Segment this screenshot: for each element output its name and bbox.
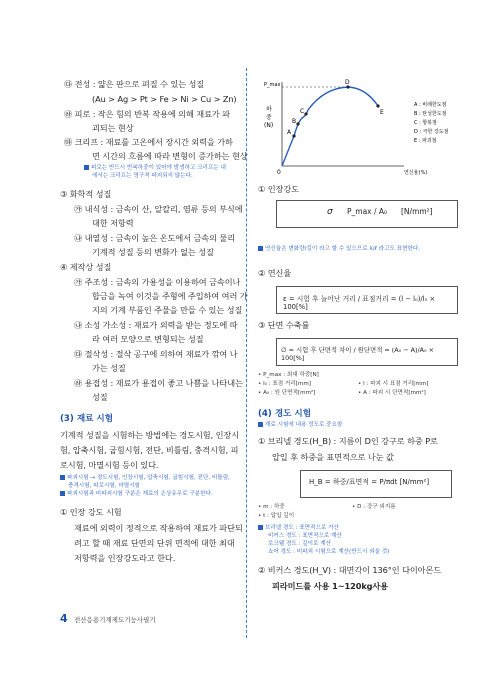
definition: • l : 파괴 시 표점 거리[mm] xyxy=(358,381,429,387)
formula-box xyxy=(300,470,452,498)
text-line: 재료에 외력이 정적으로 작용하여 재료가 파단되 xyxy=(74,523,243,533)
text-line: 려고 할 때 재료 단면의 단위 면적에 대한 최대 xyxy=(74,538,235,548)
page-number: 4 xyxy=(60,612,68,625)
legend-item: A : 비례한도점 xyxy=(414,102,447,108)
legend-item: D : 극한 강도점 xyxy=(414,129,449,135)
formula-body: H_B = 하중/표면적 = P/πdt [N/mm²] xyxy=(309,478,430,486)
text-line: 라 여러 모양으로 변형되는 성질 xyxy=(92,334,204,344)
note: 쇼어 경도 : 비파괴 시험으로 계산(반드시 외울 것) xyxy=(268,549,390,555)
definition: • A : 파괴 시 단면적[mm²] xyxy=(358,390,426,396)
note: 피로는 반드시 반복하중이 있어야 발생하고 크리프는 내 xyxy=(84,165,226,172)
note: 파괴시험 → 경도시험, 인장시험, 압축시험, 굽힘시험, 전단, 비틀림, xyxy=(60,475,230,482)
definition: • l₀ : 표점 거리[mm] xyxy=(258,381,311,387)
note: 충격시험, 피로시험, 마멸시험 xyxy=(68,483,140,489)
text-line: 험, 압축시험, 굽힘시험, 전단, 비틀림, 충격시험, 피 xyxy=(60,445,239,455)
section-heading: ① 인장 강도 시험 xyxy=(60,507,122,517)
section-heading: ③ 단면 수축률 xyxy=(258,320,310,330)
text-line: 압입 후 하중을 표면적으로 나눈 값 xyxy=(272,452,394,462)
note: 로크웰 경도 : 깊이로 계산 xyxy=(268,541,332,547)
stress-strain-diagram xyxy=(254,76,480,176)
text-line: ㉰ 절삭성 : 절삭 공구에 의하여 재료가 깎여 나 xyxy=(74,349,238,359)
text-line: ㉰ 전성 : 얇은 판으로 펴질 수 있는 성질 xyxy=(64,79,205,89)
note: 파괴시험과 비파괴시험 구분은 재료의 손상유무로 구분한다. xyxy=(60,491,213,498)
point-e-label: E xyxy=(380,109,384,116)
y-label: 하 xyxy=(266,106,272,113)
text-line: 성질 xyxy=(92,392,108,402)
text-line: ㉲ 크리프 : 재료를 고온에서 장시간 외력을 가하 xyxy=(64,137,233,147)
stress-strain-curve xyxy=(282,87,378,166)
text-line: ㉮ 내식성 : 금속이 산, 알칼리, 염류 등의 부식에 xyxy=(74,204,243,214)
formula-symbol: σ xyxy=(327,207,333,217)
point-a-label: A xyxy=(287,129,292,136)
y-label: (N) xyxy=(264,122,274,129)
text-line: ① 브리넬 경도(H_B) : 지름이 D인 강구로 하중 P로 xyxy=(258,436,438,446)
section-heading: ① 인장강도 xyxy=(258,184,299,194)
legend-item: C : 항복점 xyxy=(414,120,437,126)
text-line: 면 시간의 흐름에 따라 변형이 증가하는 현상 xyxy=(92,151,248,161)
text-line: ㉮ 주조성 : 금속의 가용성을 이용하여 금속이나 xyxy=(74,277,241,287)
book-title: 전산응용기계제도기능사필기 xyxy=(74,616,156,624)
text-line: 저항력을 인장강도라고 한다. xyxy=(74,553,176,563)
text-line: 괴되는 현상 xyxy=(92,123,134,133)
definition: • m : 하중 xyxy=(258,504,285,510)
section-heading: ③ 화학적 성질 xyxy=(60,189,112,199)
pmax-label: P_max xyxy=(264,82,281,88)
text-line: 가는 성질 xyxy=(92,363,126,373)
definition: • t : 압입 깊이 xyxy=(258,513,295,519)
text-line: ㉯ 소성 가소성 : 재료가 외력을 받는 정도에 따 xyxy=(74,320,238,330)
text-line: ㉱ 피로 : 작은 힘의 반복 작용에 의해 재료가 파 xyxy=(64,109,231,119)
formula-unit: [N/mm²] xyxy=(401,207,433,216)
section-title: (3) 재료 시험 xyxy=(60,414,114,424)
point-b-label: B xyxy=(292,118,297,125)
text-line: 대한 저항력 xyxy=(92,218,134,228)
point-d-label: D xyxy=(345,79,350,86)
note: 연신율은 변화량/길이 라고 할 수 있으므로 λ/ℓ 라고도 표현한다. xyxy=(258,246,420,253)
definition: • A₀ : 원 단면적[mm²] xyxy=(258,390,316,396)
formula-body: ε = 시험 후 늘어난 거리 / 표점거리 = (l − l₀)/l₀ × 100[%] xyxy=(283,295,436,311)
formula-box xyxy=(276,338,458,366)
text-line: 피라미드를 사용 1~120kg사용 xyxy=(272,581,389,591)
note: 재료 시험에 내용 정도로 중요함 xyxy=(258,422,342,429)
note: 브리넬 경도 : 표면적으로 거산 xyxy=(258,525,339,532)
text-line: 기계적 성질을 시험하는 방법에는 경도시험, 인장시 xyxy=(60,430,240,440)
x-label: 연신율(%) xyxy=(404,170,428,176)
legend-item: E : 파괴점 xyxy=(414,138,437,144)
text-line: (Au > Ag > Pt > Fe > Ni > Cu > Zn) xyxy=(92,94,237,104)
definition: • D : 강구 외지름 xyxy=(352,504,396,510)
text-line: ㉱ 용접성 : 재료가 용접이 좋고 나쁨을 나타내는 xyxy=(74,378,243,388)
section-title: (4) 경도 시험 xyxy=(258,409,312,419)
legend-item: B : 탄성한도점 xyxy=(414,111,447,117)
formula-body: ∅ = 시험 후 단면적 차이 / 원단면적 = (A₀ − A)/A₀ × 100[%] xyxy=(281,346,434,362)
definition: • P_max : 최대 하중[N] xyxy=(258,372,319,378)
section-heading: ④ 제작상 성질 xyxy=(60,262,112,272)
text-line: 합금을 녹여 이것을 주형에 주입하여 여러 가 xyxy=(92,291,248,301)
section-heading: ② 연신율 xyxy=(258,268,292,278)
text-line: ② 비커스 경도(H_V) : 대면각이 136°인 다이아몬드 xyxy=(258,565,442,575)
formula-box xyxy=(276,200,458,228)
text-line: ㉯ 내열성 : 금속이 높은 온도에서 금속의 물리 xyxy=(74,233,236,243)
note: 에서는 크리프는 영구적 파괴되지 않는다. xyxy=(92,173,193,179)
text-line: 기계적 성질 등의 변화가 없는 성질 xyxy=(92,247,214,257)
formula-box xyxy=(276,286,458,314)
text-line: 로시험, 마멸시험 등이 있다. xyxy=(60,460,159,470)
formula-body: P_max / A₀ xyxy=(347,207,388,216)
note: 비커스 경도 : 표면적으로 계산 xyxy=(268,533,342,539)
y-label: 중 xyxy=(266,114,272,121)
point-c-label: C xyxy=(300,108,305,115)
origin-label: 0 xyxy=(277,169,281,176)
text-line: 지의 기계 부품인 주물을 만들 수 있는 성질 xyxy=(92,305,243,315)
